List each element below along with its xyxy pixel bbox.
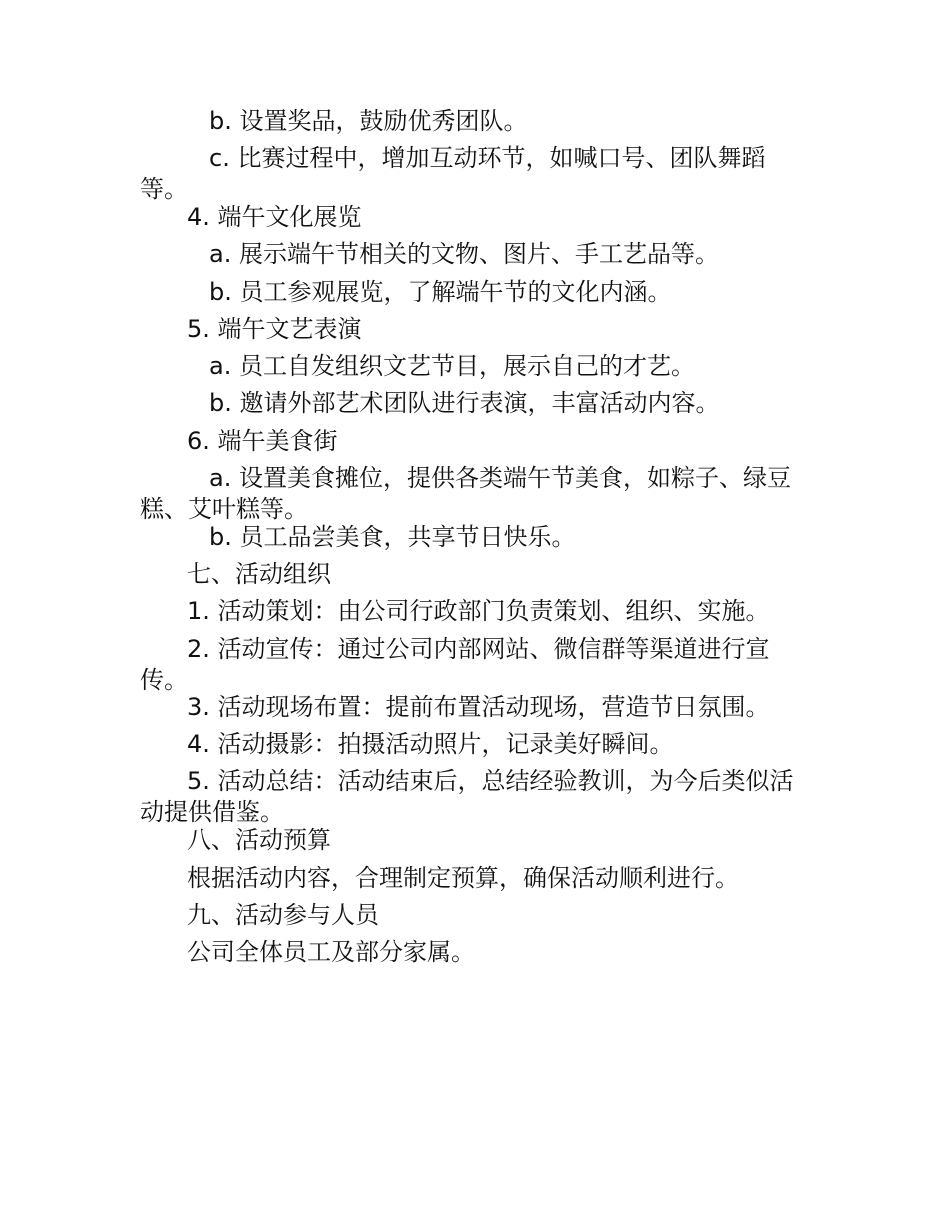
text-line: 1. 活动策划：由公司行政部门负责策划、组织、实施。	[187, 597, 770, 625]
text-line: 公司全体员工及部分家属。	[187, 938, 475, 966]
paragraph	[140, 939, 867, 965]
text-line: 4. 端午文化展览	[187, 203, 362, 231]
text-line: a. 展示端午节相关的文物、图片、手工艺品等。	[209, 240, 719, 268]
text-line: 根据活动内容，合理制定预算，确保活动顺利进行。	[187, 864, 739, 892]
text-line: a. 员工自发组织文艺节目，展示自己的才艺。	[209, 352, 695, 380]
text-line: 九、活动参与人员	[187, 901, 379, 929]
text-line-continued: 糕、艾叶糕等。	[140, 495, 308, 523]
text-line: 2. 活动宣传：通过公司内部网站、微信群等渠道进行宣	[187, 635, 770, 663]
section-heading	[140, 902, 867, 928]
text-line: c. 比赛过程中，增加互动环节，如喊口号、团队舞蹈	[209, 144, 766, 172]
paragraph	[140, 731, 867, 757]
text-line: b. 邀请外部艺术团队进行表演，丰富活动内容。	[209, 389, 720, 417]
paragraph	[140, 390, 889, 416]
section-heading	[140, 316, 867, 342]
paragraph	[140, 353, 889, 379]
text-line: 3. 活动现场布置：提前布置活动现场，营造节日氛围。	[187, 693, 770, 721]
text-line-continued: 传。	[140, 666, 188, 694]
text-line-continued: 动提供借鉴。	[140, 798, 284, 826]
paragraph	[140, 279, 889, 305]
text-line-continued: 等。	[140, 175, 188, 203]
text-line: 七、活动组织	[187, 560, 331, 588]
section-heading	[140, 204, 867, 230]
section-heading	[140, 827, 867, 853]
text-line: 5. 端午文艺表演	[187, 315, 362, 343]
paragraph	[140, 636, 867, 693]
text-line: b. 员工品尝美食，共享节日快乐。	[209, 523, 576, 551]
paragraph	[140, 145, 889, 202]
paragraph	[140, 241, 889, 267]
paragraph	[140, 524, 889, 550]
section-heading	[140, 561, 867, 587]
text-line: 4. 活动摄影：拍摄活动照片，记录美好瞬间。	[187, 730, 674, 758]
text-line: 5. 活动总结：活动结束后，总结经验教训，为今后类似活	[187, 767, 794, 795]
text-line: 八、活动预算	[187, 826, 331, 854]
paragraph	[140, 108, 889, 134]
paragraph	[140, 465, 889, 522]
paragraph	[140, 865, 867, 891]
paragraph	[140, 768, 867, 825]
paragraph	[140, 598, 867, 624]
text-line: a. 设置美食摊位，提供各类端午节美食，如粽子、绿豆	[209, 464, 791, 492]
text-line: b. 员工参观展览，了解端午节的文化内涵。	[209, 278, 672, 306]
paragraph	[140, 694, 867, 720]
section-heading	[140, 428, 867, 454]
text-line: b. 设置奖品，鼓励优秀团队。	[209, 107, 528, 135]
text-line: 6. 端午美食街	[187, 427, 338, 455]
